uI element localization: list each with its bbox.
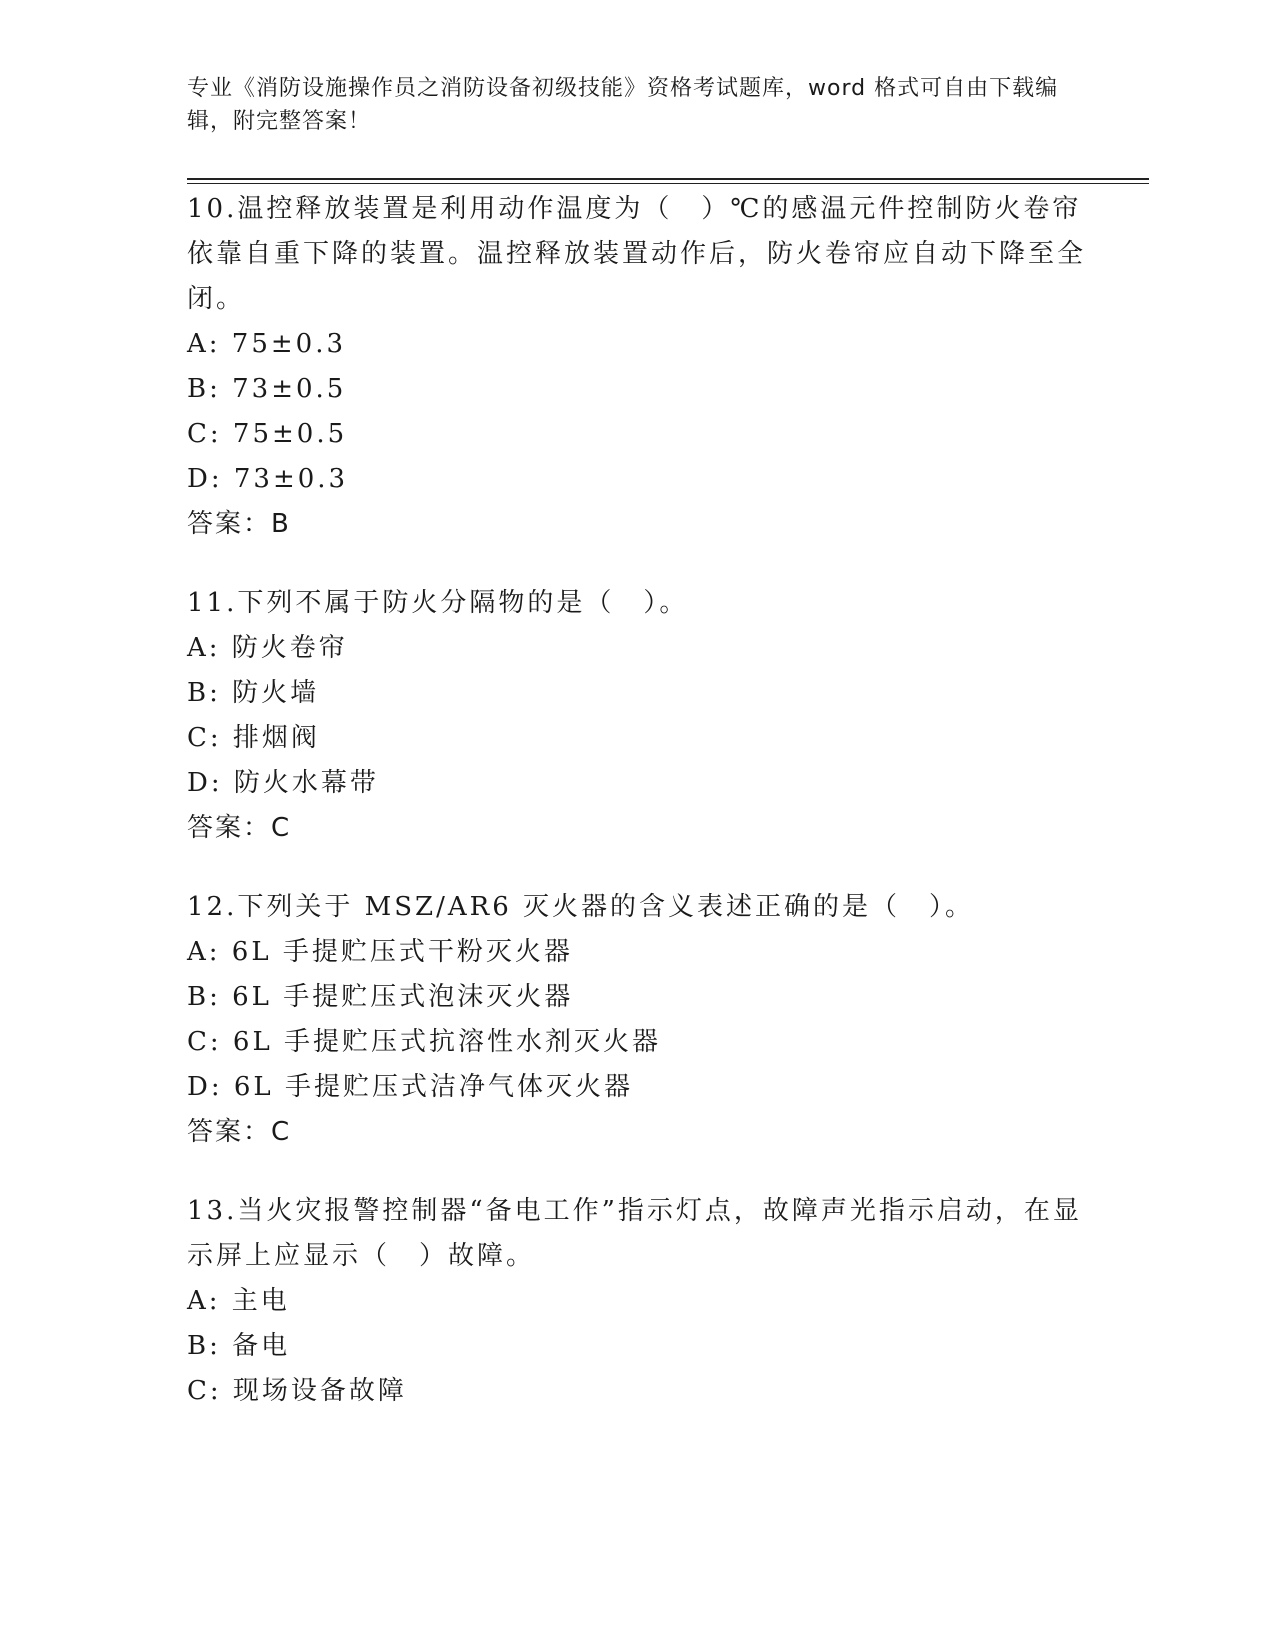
document-header xyxy=(187,72,1067,138)
option-a: A: 6L 手提贮压式干粉灭火器 xyxy=(187,937,573,967)
answer-key: 答案：C xyxy=(187,813,292,843)
question-stem: 13.当火灾报警控制器“备电工作”指示灯点，故障声光指示启动，在显示屏上应显示（ ）故障。 xyxy=(187,1196,1082,1271)
question-stem: 10.温控释放装置是利用动作温度为（ ）℃的感温元件控制防火卷帘依靠自重下降的装置。温控释放装置动作后，防火卷帘应自动下降至全闭。 xyxy=(187,194,1087,314)
option-c: C: 现场设备故障 xyxy=(187,1376,407,1406)
question-list xyxy=(187,187,1087,1448)
option-b: B: 6L 手提贮压式泡沫灭火器 xyxy=(187,982,574,1012)
option-d: D: 6L 手提贮压式洁净气体灭火器 xyxy=(187,1072,633,1102)
answer-key: 答案：B xyxy=(187,509,291,539)
option-c: C: 6L 手提贮压式抗溶性水剂灭火器 xyxy=(187,1027,661,1057)
header-divider-thick xyxy=(187,178,1149,180)
option-a: A: 防火卷帘 xyxy=(187,633,348,663)
option-d: D: 防火水幕带 xyxy=(187,768,379,798)
option-b: B: 73±0.5 xyxy=(187,374,347,404)
question-13 xyxy=(187,1189,1087,1414)
option-b: B: 备电 xyxy=(187,1331,291,1361)
question-10 xyxy=(187,187,1087,547)
question-stem: 12.下列关于 MSZ/AR6 灭火器的含义表述正确的是（ ）。 xyxy=(187,892,975,922)
option-c: C: 75±0.5 xyxy=(187,419,348,449)
question-11 xyxy=(187,581,1087,851)
answer-key: 答案：C xyxy=(187,1117,292,1147)
option-c: C: 排烟阀 xyxy=(187,723,320,753)
header-intro-text: 专业《消防设施操作员之消防设备初级技能》资格考试题库，word 格式可自由下载编辑，附完整答案！ xyxy=(187,76,1059,134)
question-12 xyxy=(187,885,1087,1155)
option-b: B: 防火墙 xyxy=(187,678,320,708)
header-divider-thin xyxy=(187,183,1149,184)
option-a: A: 75±0.3 xyxy=(187,329,347,359)
question-stem: 11.下列不属于防火分隔物的是（ ）。 xyxy=(187,588,689,618)
option-a: A: 主电 xyxy=(187,1286,290,1316)
option-d: D: 73±0.3 xyxy=(187,464,349,494)
